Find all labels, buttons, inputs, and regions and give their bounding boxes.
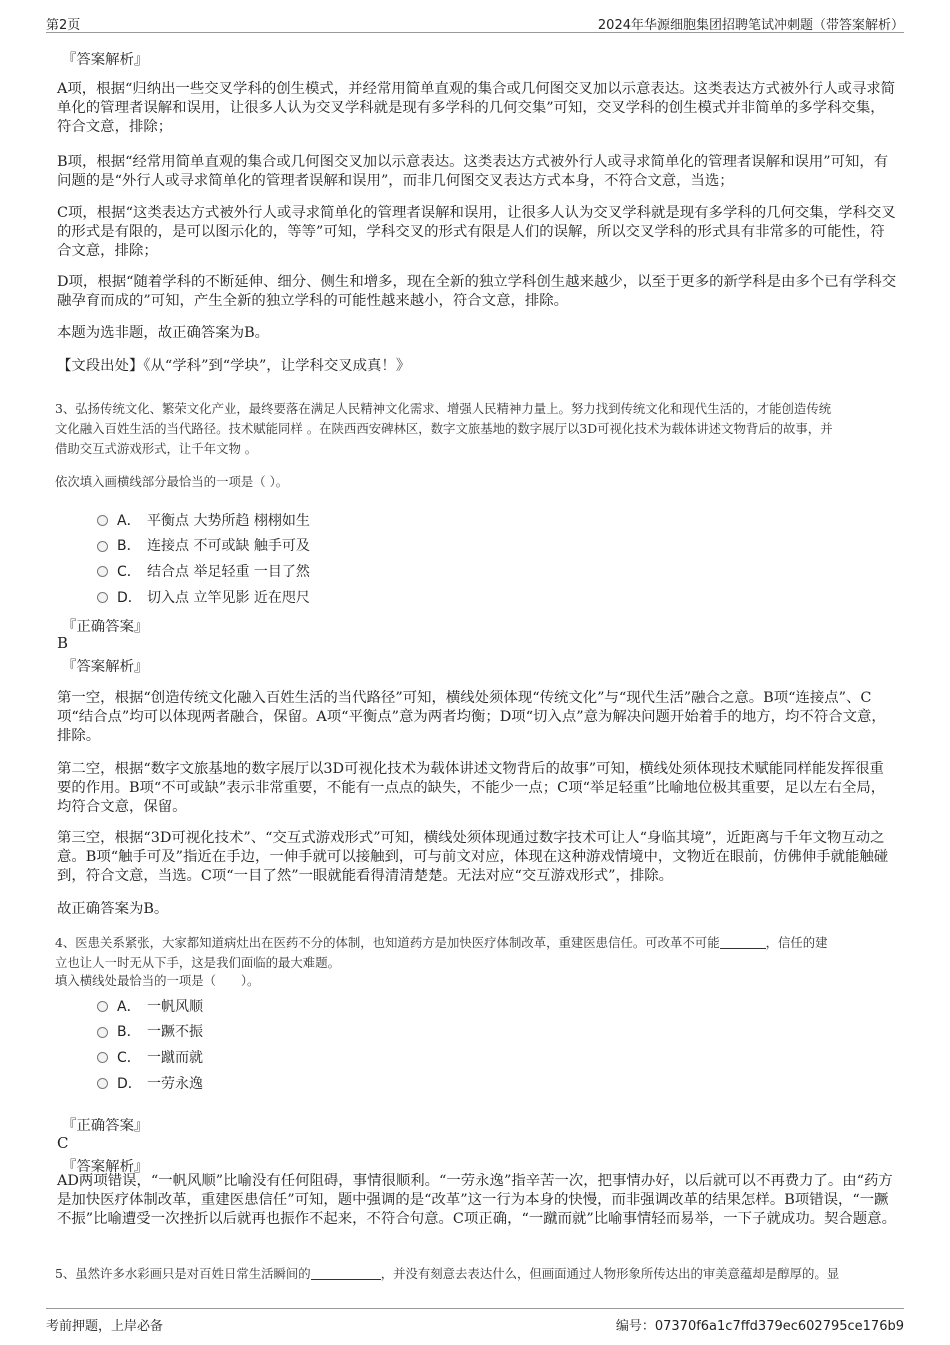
option-b[interactable]: B． 一蹶不振 (97, 1019, 203, 1045)
analysis-paragraph-d: D项，根据“随着学科的不断延伸、细分、侧生和增多，现在全新的独立学科创生越来越少，以至于更多的新学科是由多个已有学科交融孕育而成的”可知，产生全新的独立学科的可能性越来越小，符合文意，排除。 (57, 274, 897, 309)
question-4-options (97, 993, 203, 1095)
analysis-paragraph-c: C项，根据“这类表达方式被外行人或寻求简单化的管理者误解和误用，让很多人认为交叉学科就是现有多学科的几何交集，学科交叉的形式是有限的，是可以图示化的，等等”可知，学科交叉的形式有限是人们的误解，所以交叉学科的形式具有非常多的可能性，符合文意，排除； (57, 205, 896, 259)
analysis-paragraph-b: B项，根据“经常用简单直观的集合或几何图交叉加以示意表达。这类表达方式被外行人或寻求简单化的管理者误解和误用”可知，有问题的是“外行人或寻求简单化的管理者误解和误用”，而非几何图交叉表达方式本身，不符合文意，当选； (57, 154, 889, 189)
analysis-paragraph-a: A项，根据“归纳出一些交叉学科的创生模式，并经常用简单直观的集合或几何图交叉加以示意表达。这类表达方式被外行人或寻求简单化的管理者误解和误用，让很多人认为交叉学科就是现有多学科的几何交集”可知，交叉学科的创生模式并非简单的多学科交集，符合文意，排除； (57, 81, 896, 135)
question-3-stem: 3、弘扬传统文化、繁荣文化产业，最终要落在满足人民精神文化需求、增强人民精神力量上。努力找到传统文化和现代生活的，才能创造传统 文化融入百姓生活的当代路径。技术赋能同样 。在陕西西安碑林区，数字文旅基地的数字展厅以3D可视化技术为载体讲述文物背后的故事，并 借助交互式游戏形式，让千年文物 。 (55, 401, 833, 456)
analysis-tag: 『答案解析』 (62, 1159, 149, 1175)
analysis-paragraph-2: 第二空，根据“数字文旅基地的数字展厅以3D可视化技术为载体讲述文物背后的故事”可知，横线处须体现技术赋能同样能发挥很重要的作用。B项“不可或缺”表示非常重要，不能有一点点的缺失，不能少一点；C项“举足轻重”比喻地位极其重要，足以左右全局，均符合文意，保留。 (57, 761, 886, 815)
document-code: 编号：07370f6a1c7ffd379ec602795ce176b9 (615, 1319, 904, 1334)
question-4-prompt: 填入横线处最恰当的一项是（ ）。 (55, 973, 260, 988)
radio-icon[interactable] (97, 592, 108, 603)
page-number: 第2页 (46, 18, 81, 33)
answer-conclusion: 本题为选非题，故正确答案为B。 (57, 325, 270, 341)
correct-answer: B (57, 634, 69, 652)
option-c[interactable]: C． 结合点 举足轻重 一目了然 (97, 558, 310, 584)
question-3-options (97, 507, 310, 609)
answer-conclusion: 故正确答案为B。 (57, 901, 169, 917)
analysis-tag: 『答案解析』 (62, 659, 149, 675)
page-footer (46, 1308, 904, 1333)
analysis-tag: 『答案解析』 (62, 52, 149, 68)
radio-icon[interactable] (97, 515, 108, 526)
radio-icon[interactable] (97, 541, 108, 552)
radio-icon[interactable] (97, 1078, 108, 1089)
correct-answer: C (57, 1134, 69, 1152)
fill-blank (311, 1266, 381, 1280)
radio-icon[interactable] (97, 1027, 108, 1038)
analysis-paragraph: AD两项错误，“一帆风顺”比喻没有任何阻碍，事情很顺利。“一劳永逸”指辛苦一次，把事情办好，以后就可以不再费力了。由“药方是加快医疗体制改革，重建医患信任”可知，题中强调的是“改革”这一行为本身的快慢，而非强调改革的结果怎样。B项错误，“一蹶不振”比喻遭受一次挫折以后就再也振作不起来，不符合句意。C项正确，“一蹴而就”比喻事情轻而易举，一下子就成功。契合题意。 (57, 1173, 896, 1227)
radio-icon[interactable] (97, 1001, 108, 1012)
page-header (46, 12, 904, 33)
document-title: 2024年华源细胞集团招聘笔试冲刺题（带答案解析） (597, 18, 904, 33)
radio-icon[interactable] (97, 566, 108, 577)
correct-answer-tag: 『正确答案』 (62, 619, 149, 635)
option-a[interactable]: A． 一帆风顺 (97, 993, 203, 1019)
footer-slogan: 考前押题，上岸必备 (46, 1319, 164, 1334)
question-4-stem: 4、医患关系紧张，大家都知道病灶出在医药不分的体制，也知道药方是加快医疗体制改革，重建医患信任。可改革不可能 ，信任的建 立也让人一时无从下手，这是我们面临的最大难题。 (55, 935, 828, 970)
question-5-stem: 5、虽然许多水彩画只是对百姓日常生活瞬间的 ，并没有刻意去表达什么，但画面通过人物形象所传达出的审美意蕴却是醇厚的。显 (55, 1266, 840, 1281)
analysis-paragraph-1: 第一空，根据“创造传统文化融入百姓生活的当代路径”可知，横线处须体现“传统文化”与“现代生活”融合之意。B项“连接点”、C项“结合点”均可以体现两者融合，保留。A项“平衡点”意为两者均衡；D项“切入点”意为解决问题开始着手的地方，均不符合文意，排除。 (57, 690, 886, 744)
option-d[interactable]: D． 一劳永逸 (97, 1070, 203, 1096)
option-a[interactable]: A． 平衡点 大势所趋 栩栩如生 (97, 507, 310, 533)
radio-icon[interactable] (97, 1052, 108, 1063)
option-c[interactable]: C． 一蹴而就 (97, 1044, 203, 1070)
option-b[interactable]: B． 连接点 不可或缺 触手可及 (97, 533, 310, 559)
analysis-paragraph-3: 第三空，根据“3D可视化技术”、“交互式游戏形式”可知，横线处须体现通过数字技术可让人“身临其境”，近距离与千年文物互动之意。B项“触手可及”指近在手边，一伸手就可以接触到，可与前文对应，体现在这种游戏情境中，文物近在眼前，仿佛伸手就能触碰到，符合文意，当选。C项“一目了然”一眼就能看得清清楚楚。无法对应“交互游戏形式”，排除。 (57, 830, 889, 884)
option-d[interactable]: D． 切入点 立竿见影 近在咫尺 (97, 584, 310, 610)
correct-answer-tag: 『正确答案』 (62, 1118, 149, 1134)
source-citation: 【文段出处】《从“学科”到“学块”，让学科交叉成真！》 (57, 358, 411, 374)
question-3-prompt: 依次填入画横线部分最恰当的一项是（ ）。 (55, 474, 289, 489)
fill-blank (720, 935, 766, 949)
